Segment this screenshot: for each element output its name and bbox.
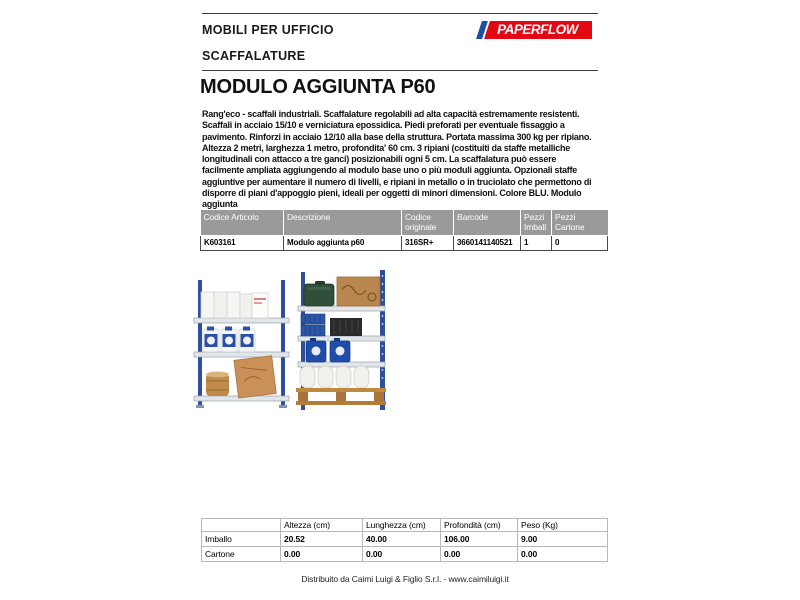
shelf-unit-left [194, 280, 289, 408]
logo-blue-stripe [476, 21, 490, 39]
cartone-altezza: 0.00 [281, 547, 363, 562]
cell-pezzi-cartone: 0 [552, 236, 608, 251]
cartone-profondita: 0.00 [441, 547, 518, 562]
cell-barcode: 3660141140521 [454, 236, 521, 251]
imballo-altezza: 20.52 [281, 532, 363, 547]
cardboard-box [234, 356, 276, 398]
paperflow-logo [483, 21, 592, 39]
category-heading: MOBILI PER UFFICIO [202, 23, 334, 37]
imballo-peso: 9.00 [518, 532, 608, 547]
shelf-unit-right [296, 270, 386, 410]
product-info-table [200, 210, 608, 251]
cell-codice-articolo: K603161 [201, 236, 284, 251]
wooden-keg [206, 372, 229, 397]
row-label-imballo: Imballo [202, 532, 281, 547]
dim-corner-cell [202, 519, 281, 532]
dimensions-header-row [202, 519, 608, 532]
subcategory-heading: SCAFFALATURE [202, 49, 306, 63]
dimensions-row-imballo [202, 532, 608, 547]
dimensions-row-cartone [202, 547, 608, 562]
col-header-peso: Peso (Kg) [518, 519, 608, 532]
cell-descrizione: Modulo aggiunta p60 [284, 236, 402, 251]
col-header-altezza: Altezza (cm) [281, 519, 363, 532]
cell-codice-originale: 316SR+ [402, 236, 454, 251]
product-description: Rang'eco - scaffali industriali. Scaffalature regolabili ad alta capacità estremamente resistenti. Scaffali in acciaio 15/10 e verniciatura epossidica. Piedi preforati per eventuale fissaggio a pavimento. Rinforzi in acciaio 12/10 alla base della struttura. Portata massima 300 kg per ripiano. Altezza 2 metri, larghezza 1 metro, profondita' 60 cm. 3 ripiani (costituiti da staffe metalliche longitudinali con attacco a tre ganci) posizionabili ogni 5 cm. La scaffalatura può essere facilmente ampliata aggiungendo al modulo base uno o più moduli aggiunta. Opzionali staffe aggiuntive per aumentare il numero di livelli, e ripiani in metallo o in truciolato che permettono di disporre di piani d'appoggio pieni, ideali per oggetti di minori dimensioni. Colore BLU. Modulo aggiunta [202, 109, 592, 210]
cartone-peso: 0.00 [518, 547, 608, 562]
wooden-pallet [296, 388, 386, 405]
col-header-barcode: Barcode [454, 210, 521, 236]
product-table-data-row [201, 236, 608, 251]
col-header-pezzi-imball: Pezzi Imball [521, 210, 552, 236]
section-divider [202, 70, 598, 71]
footer-distributor-text: Distribuito da Caimi Luigi & Figlio S.r.l. - www.caimiluigi.it [301, 574, 509, 584]
top-divider [202, 13, 598, 14]
row-label-cartone: Cartone [202, 547, 281, 562]
dimensions-table [201, 518, 608, 562]
col-header-codice-originale: Codice originale [402, 210, 454, 236]
col-header-profondita: Profondità (cm) [441, 519, 518, 532]
logo-brand-text: PAPERFLOW [497, 22, 578, 37]
product-table-header-row [201, 210, 608, 236]
cartone-lunghezza: 0.00 [363, 547, 441, 562]
white-rolls [300, 366, 369, 388]
cell-pezzi-imball: 1 [521, 236, 552, 251]
imballo-profondita: 106.00 [441, 532, 518, 547]
imballo-lunghezza: 40.00 [363, 532, 441, 547]
col-header-pezzi-cartone: Pezzi Cartone [552, 210, 608, 236]
product-image-shelving-unit [184, 266, 396, 422]
col-header-lunghezza: Lunghezza (cm) [363, 519, 441, 532]
product-title: MODULO AGGIUNTA P60 [200, 76, 436, 98]
col-header-codice-articolo: Codice Articolo [201, 210, 284, 236]
col-header-descrizione: Descrizione [284, 210, 402, 236]
